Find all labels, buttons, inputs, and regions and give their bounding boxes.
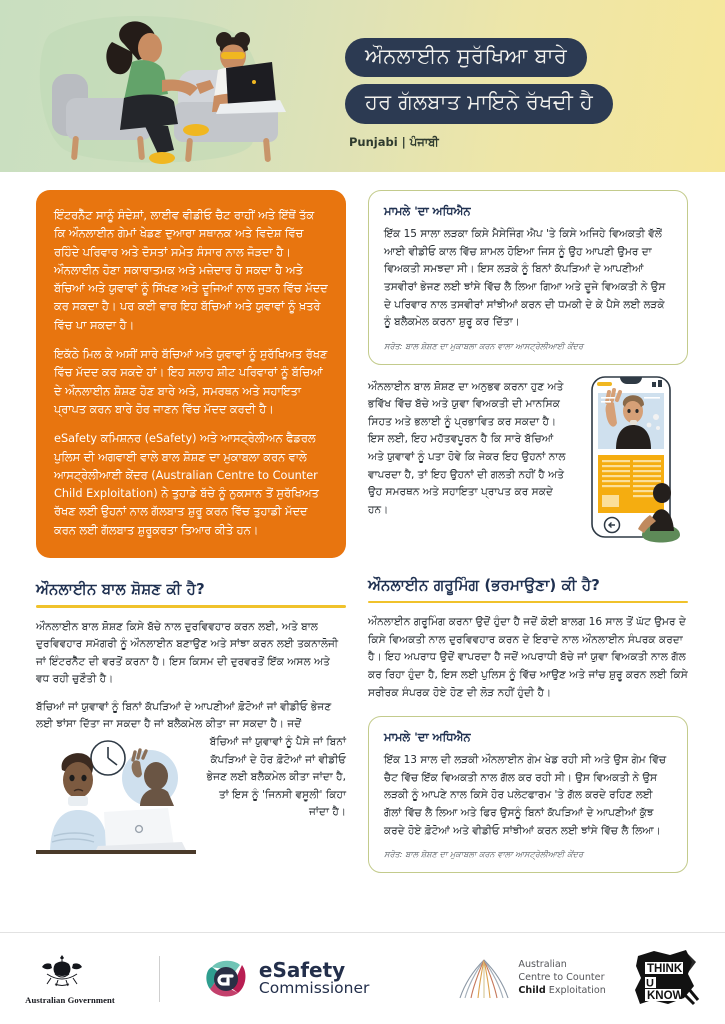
case-study-1-body: ਇੱਕ 15 ਸਾਲਾ ਲੜਕਾ ਕਿਸੇ ਮੈਸੇਜਿੰਗ ਐਪ 'ਤੇ ਕਿਸੇ ਅਜਿਹੇ ਵਿਅਕਤੀ ਵੱਲੋਂ ਆਈ ਵੀਡੀਓ ਕਾਲ ਵਿੱਚ ਸ਼ਾਮਲ ਹੋਇਆ ਜਿਸ ਨੂੰ ਉਹ ਆਪਣੀ ਉਮਰ ਦਾ ਵਿਅਕਤੀ ਸਮਝਦਾ ਸੀ। ਇਸ ਲੜਕੇ ਨੂੰ ਬਿਨਾਂ ਕੱਪੜਿਆਂ ਦੇ ਆਪਣੀਆਂ ਤਸਵੀਰਾਂ ਭੇਜਣ ਲਈ ਝਾਂਸੇ ਵਿੱਚ ਲੈ ਲਿਆ ਗਿਆ ਅਤੇ ਦੂਜੇ ਵਿਅਕਤੀ ਨੇ ਉਸ ਦੇ ਪਰਿਵਾਰ ਨਾਲ ਤਸਵੀਰਾਂ ਸਾਂਝੀਆਂ ਕਰਨ ਦੀ ਧਮਕੀ ਦੇ ਕੇ ਪੈਸੇ ਲਈ ਲੜਕੇ ਨੂੰ ਬਲੈਕਮੇਲ ਕਰਨਾ ਸ਼ੁਰੂ ਕਰ ਦਿੱਤਾ। xyxy=(384,228,666,329)
case-study-card-1 xyxy=(368,190,688,365)
accce-fan-icon xyxy=(458,956,510,1002)
heading-underline-grooming xyxy=(368,601,688,604)
right-body-block xyxy=(368,379,688,554)
header-title-line-2: ਹਰ ਗੱਲਬਾਤ ਮਾਇਨੇ ਰੱਖਦੀ ਹੈ xyxy=(345,84,613,123)
intro-callout xyxy=(36,190,346,558)
commonwealth-coat-of-arms-icon xyxy=(25,952,99,988)
intro-paragraph-2: ਇਕੱਠੇ ਮਿਲ ਕੇ ਅਸੀਂ ਸਾਰੇ ਬੱਚਿਆਂ ਅਤੇ ਯੁਵਾਵਾਂ ਨੂੰ ਸੁਰੱਖਿਅਤ ਰੱਖਣ ਵਿੱਚ ਮੱਦਦ ਕਰ ਸਕਦੇ ਹਾਂ। ਇਹ ਸਲਾਹ ਸ਼ੀਟ ਪਰਿਵਾਰਾਂ ਨੂੰ ਬੱਚਿਆਂ ਦੇ ਔਨਲਾਈਨ ਸ਼ੋਸ਼ਣ ਹੋਣ ਬਾਰੇ ਅਤੇ, ਸਮਰਥਨ ਅਤੇ ਸਹਾਇਤਾ ਪ੍ਰਾਪਤ ਕਰਨ ਬਾਰੇ ਹੋਰ ਜਾਣਨ ਵਿੱਚ ਮੱਦਦ ਕਰਦੀ ਹੈ। xyxy=(54,348,328,416)
tuk-text-u: U xyxy=(645,977,654,989)
grooming-body xyxy=(368,614,688,702)
grooming-paragraph: ਔਨਲਾਈਨ ਗਰੂਮਿੰਗ ਕਰਨਾ ਉਦੋਂ ਹੁੰਦਾ ਹੈ ਜਦੋਂ ਕੋਈ ਬਾਲਗ 16 ਸਾਲ ਤੋਂ ਘੱਟ ਉਮਰ ਦੇ ਕਿਸੇ ਵਿਅਕਤੀ ਨਾਲ ਦੁਰਵਿਵਹਾਰ ਕਰਨ ਦੇ ਇਰਾਦੇ ਨਾਲ ਔਨਲਾਈਨ ਸੰਪਰਕ ਕਰਦਾ ਹੈ। ਇਹ ਅਪਰਾਧ ਉਦੋਂ ਵਾਪਰਦਾ ਹੈ ਜਦੋਂ ਅਪਰਾਧੀ ਬੱਚੇ ਜਾਂ ਯੁਵਾ ਵਿਅਕਤੀ ਨਾਲ ਗੱਲ ਕਰ ਰਿਹਾ ਹੁੰਦਾ ਹੈ, ਇਸ ਲਈ ਪੁਲਿਸ ਨੂੰ ਵਿੱਚ ਆਉਣ ਅਤੇ ਜਾਂਚ ਸ਼ੁਰੂ ਕਰਨ ਲਈ ਕਿਸੇ ਸਰੀਰਕ ਸੰਪਰਕ ਹੋਏ ਹੋਣ ਦੀ ਲੋੜ ਨਹੀਂ ਹੁੰਦੀ ਹੈ। xyxy=(368,616,688,699)
right-body-paragraph: ਔਨਲਾਈਨ ਬਾਲ ਸ਼ੋਸ਼ਣ ਦਾ ਅਨੁਭਵ ਕਰਨਾ ਹੁਣ ਅਤੇ ਭਵਿੱਖ ਵਿੱਚ ਬੱਚੇ ਅਤੇ ਯੁਵਾ ਵਿਅਕਤੀ ਦੀ ਮਾਨਸਿਕ ਸਿਹਤ ਅਤੇ ਭਲਾਈ ਨੂੰ ਪ੍ਰਭਾਵਿਤ ਕਰ ਸਕਦਾ ਹੈ। ਇਸ ਲਈ, ਇਹ ਮਹੱਤਵਪੂਰਨ ਹੈ ਕਿ ਸਾਰੇ ਬੱਚਿਆਂ ਅਤੇ ਯੁਵਾਵਾਂ ਨੂੰ ਪਤਾ ਹੋਵੇ ਕਿ ਜੇਕਰ ਇਹ ਉਹਨਾਂ ਨਾਲ ਵਾਪਰਦਾ ਹੈ, ਤਾਂ ਇਹ ਉਹਨਾਂ ਦੀ ਗਲਤੀ ਨਹੀਂ ਹੈ ਅਤੇ ਉਹ ਸਮਰਥਨ ਅਤੇ ਸਹਾਇਤਾ ਪ੍ਰਾਪਤ ਕਰ ਸਕਦੇ ਹਨ। xyxy=(368,380,566,516)
section-heading-online-grooming: ਔਨਲਾਈਨ ਗਰੂਮਿੰਗ (ਭਰਮਾਉਣਾ) ਕੀ ਹੈ? xyxy=(368,575,600,594)
abuse-paragraph-3: ਬੱਚਿਆਂ ਜਾਂ ਯੁਵਾਵਾਂ ਨੂੰ ਪੈਸੇ ਜਾਂ ਬਿਨਾਂ ਕੱਪੜਿਆਂ ਦੇ ਹੋਰ ਫ਼ੋਟੋਆਂ ਜਾਂ ਵੀਡੀਓ ਭੇਜਣ ਲਈ ਬਲੈਕਮੇਲ ਕੀਤਾ ਜਾਂਦਾ ਹੈ, ਤਾਂ ਇਸ ਨੂੰ 'ਜਿਨਸੀ ਵਸੂਲੀ' ਕਿਹਾ ਜਾਂਦਾ ਹੈ। xyxy=(206,736,346,819)
intro-paragraph-3: eSafety ਕਮਿਸ਼ਨਰ (eSafety) ਅਤੇ ਆਸਟ੍ਰੇਲੀਅਨ ਫੈਡਰਲ ਪੁਲਿਸ ਦੀ ਅਗਵਾਈ ਵਾਲੇ ਬਾਲ ਸ਼ੋਸ਼ਣ ਦਾ ਮੁਕਾਬਲਾ ਕਰਨ ਵਾਲੇ ਆਸਟ੍ਰੇਲੀਆਈ ਕੇਂਦਰ (Australian Centre to Counter Child Exploitation) ਨੇ ਤੁਹਾਡੇ ਬੱਚੇ ਨੂੰ ਨੁਕਸਾਨ ਤੋਂ ਸੁਰੱਖਿਅਤ ਰੱਖਣ ਲਈ ਉਹਨਾਂ ਨਾਲ ਗੱਲਬਾਤ ਸ਼ੁਰੂ ਕਰਨ ਵਿੱਚ ਤੁਹਾਡੀ ਮੱਦਦ ਕਰਨ ਲਈ ਗੱਲਬਾਤ ਸ਼ੁਰੂਕਰਤਾ ਤਿਆਰ ਕੀਤੇ ਹਨ। xyxy=(54,432,319,537)
esafety-mark-icon xyxy=(204,957,250,1001)
think-u-know-icon xyxy=(632,948,700,1010)
accce-line-1: Australian xyxy=(518,959,567,971)
esafety-subtitle: Commissioner xyxy=(258,978,370,997)
intro-paragraph-1: ਇੰਟਰਨੈੱਟ ਸਾਨੂੰ ਸੰਦੇਸ਼ਾਂ, ਲਾਈਵ ਵੀਡੀਓ ਚੈਟ ਰਾਹੀਂ ਅਤੇ ਇੱਥੋਂ ਤੱਕ ਕਿ ਔਨਲਾਈਨ ਗੇਮਾਂ ਖੇਡਣ ਦੁਆਰਾ ਸਥਾਨਕ ਅਤੇ ਵਿਦੇਸ਼ ਵਿੱਚ ਰਹਿੰਦੇ ਪਰਿਵਾਰ ਅਤੇ ਦੋਸਤਾਂ ਸਮੇਤ ਸੰਸਾਰ ਨਾਲ ਜੋੜਦਾ ਹੈ। ਔਨਲਾਈਨ ਹੋਣਾ ਸਕਾਰਾਤਮਕ ਅਤੇ ਮਜ਼ੇਦਾਰ ਹੋ ਸਕਦਾ ਹੈ ਅਤੇ ਬੱਚਿਆਂ ਅਤੇ ਯੁਵਾਵਾਂ ਨੂੰ ਸਿੱਖਣ ਅਤੇ ਦੂਜਿਆਂ ਨਾਲ ਜੁੜਨ ਵਿੱਚ ਮੱਦਦ ਕਰ ਸਕਦਾ ਹੈ। ਪਰ ਕਈ ਵਾਰ ਇਹ ਬੱਚਿਆਂ ਅਤੇ ਯੁਵਾਵਾਂ ਨੂੰ ਖ਼ਤਰੇ ਵਿੱਚ ਪਾ ਸਕਦਾ ਹੈ। xyxy=(54,209,328,332)
teen-at-laptop-illustration xyxy=(36,736,196,854)
header-title-block xyxy=(345,38,705,150)
australian-government-label: Australian Government xyxy=(25,995,115,1005)
tuk-text-think: THINK xyxy=(646,962,682,975)
abuse-paragraph-1: ਔਨਲਾਈਨ ਬਾਲ ਸ਼ੋਸ਼ਣ ਕਿਸੇ ਬੱਚੇ ਨਾਲ ਦੁਰਵਿਵਹਾਰ ਕਰਨ ਲਈ, ਅਤੇ ਬਾਲ ਦੁਰਵਿਵਹਾਰ ਸਮੱਗਰੀ ਨੂੰ ਔਨਲਾਈਨ ਬਣਾਉਣ ਅਤੇ ਸਾਂਝਾ ਕਰਨ ਲਈ ਤਕਨਾਲੋਜੀ ਜਾਂ ਇੰਟਰਨੈੱਟ ਦੀ ਵਰਤੋਂ ਕਰਨਾ ਹੈ। ਇਸ ਕਿਸਮ ਦੀ ਦੁਰਵਰਤੋਂ ਇੱਕ ਅਸਲ ਅਤੇ ਵਧ ਰਹੀ ਚੁਣੌਤੀ ਹੈ। xyxy=(36,620,339,686)
case-study-2-title: ਮਾਮਲੇ 'ਦਾ ਅਧਿਐਨ xyxy=(384,730,471,745)
accce-line-3-bold: Child xyxy=(518,984,546,996)
australian-government-logo xyxy=(25,952,115,1005)
think-u-know-logo xyxy=(632,948,700,1010)
accce-line-3-rest: Exploitation xyxy=(545,984,606,996)
section-heading-online-child-abuse: ਔਨਲਾਈਨ ਬਾਲ ਸ਼ੋਸ਼ਣ ਕੀ ਹੈ? xyxy=(36,580,205,599)
case-study-2-body: ਇੱਕ 13 ਸਾਲ ਦੀ ਲੜਕੀ ਔਨਲਾਈਨ ਗੇਮ ਖੇਡ ਰਹੀ ਸੀ ਅਤੇ ਉਸ ਗੇਮ ਵਿੱਚ ਚੈਟ ਵਿੱਚ ਇੱਕ ਵਿਅਕਤੀ ਨਾਲ ਗੱਲ ਕਰ ਰਹੀ ਸੀ। ਉਸ ਵਿਅਕਤੀ ਨੇ ਉਸ ਲੜਕੀ ਨੂੰ ਆਪਣੇ ਨਾਲ ਕਿਸੇ ਹੋਰ ਪਲੇਟਫਾਰਮ 'ਤੇ ਗੱਲ ਕਰਦੇ ਰਹਿਣ ਲਈ ਗੱਲਾਂ ਵਿੱਚ ਲੈ ਲਿਆ ਅਤੇ ਫਿਰ ਉਸਨੂੰ ਬਿਨਾਂ ਕੱਪੜਿਆਂ ਦੇ ਆਪਣੀਆਂ ਕੁੱਝ ਕਰਦੇ ਹੋਏ ਫ਼ੋਟੋਆਂ ਅਤੇ ਵੀਡੀਓ ਸਾਂਝੀਆਂ ਕਰਨ ਲਈ ਝਾਂਸੇ ਵਿੱਚ ਲੈ ਲਿਆ। xyxy=(384,754,667,837)
left-column xyxy=(36,190,346,873)
abuse-paragraph-2: ਬੱਚਿਆਂ ਜਾਂ ਯੁਵਾਵਾਂ ਨੂੰ ਬਿਨਾਂ ਕੱਪੜਿਆਂ ਦੇ ਆਪਣੀਆਂ ਫ਼ੋਟੋਆਂ ਜਾਂ ਵੀਡੀਓ ਭੇਜਣ ਲਈ ਝਾਂਸਾ ਦਿੱਤਾ ਜਾ ਸਕਦਾ ਹੈ ਜਾਂ ਬਲੈਕਮੇਲ ਕੀਤਾ ਜਾ ਸਕਦਾ ਹੈ। ਜਦੋਂ xyxy=(36,700,332,731)
esafety-title: eSafety xyxy=(258,958,346,983)
header-illustration-parent-and-child xyxy=(28,8,288,168)
heading-underline xyxy=(36,605,346,608)
case-study-card-2 xyxy=(368,716,688,873)
abuse-wrapped-block xyxy=(36,734,346,858)
language-label: Punjabi | ਪੰਜਾਬੀ xyxy=(349,134,439,149)
right-column xyxy=(368,190,688,873)
abuse-body xyxy=(36,619,346,734)
main-content xyxy=(0,172,725,873)
accce-line-2: Centre to Counter xyxy=(518,972,605,984)
tuk-text-know: KNOW xyxy=(646,989,684,1002)
esafety-commissioner-logo xyxy=(204,957,369,1001)
page-header xyxy=(0,0,725,172)
case-study-1-source: ਸਰੋਤ: ਬਾਲ ਸ਼ੋਸ਼ਣ ਦਾ ਮੁਕਾਬਲਾ ਕਰਨ ਵਾਲਾ ਆਸਟ੍ਰੇਲੀਆਈ ਕੇਂਦਰ xyxy=(384,340,584,351)
case-study-1-title: ਮਾਮਲੇ 'ਦਾ ਅਧਿਐਨ xyxy=(384,204,471,218)
footer-divider xyxy=(159,956,160,1002)
page-footer xyxy=(0,932,725,1024)
header-title-line-1: ਔਨਲਾਈਨ ਸੁਰੱਖਿਆ ਬਾਰੇ xyxy=(345,38,587,77)
smartphone-video-call-illustration xyxy=(576,375,688,550)
accce-logo xyxy=(458,956,605,1002)
case-study-2-source: ਸਰੋਤ: ਬਾਲ ਸ਼ੋਸ਼ਣ ਦਾ ਮੁਕਾਬਲਾ ਕਰਨ ਵਾਲਾ ਆਸਟ੍ਰੇਲੀਆਈ ਕੇਂਦਰ xyxy=(384,849,584,860)
